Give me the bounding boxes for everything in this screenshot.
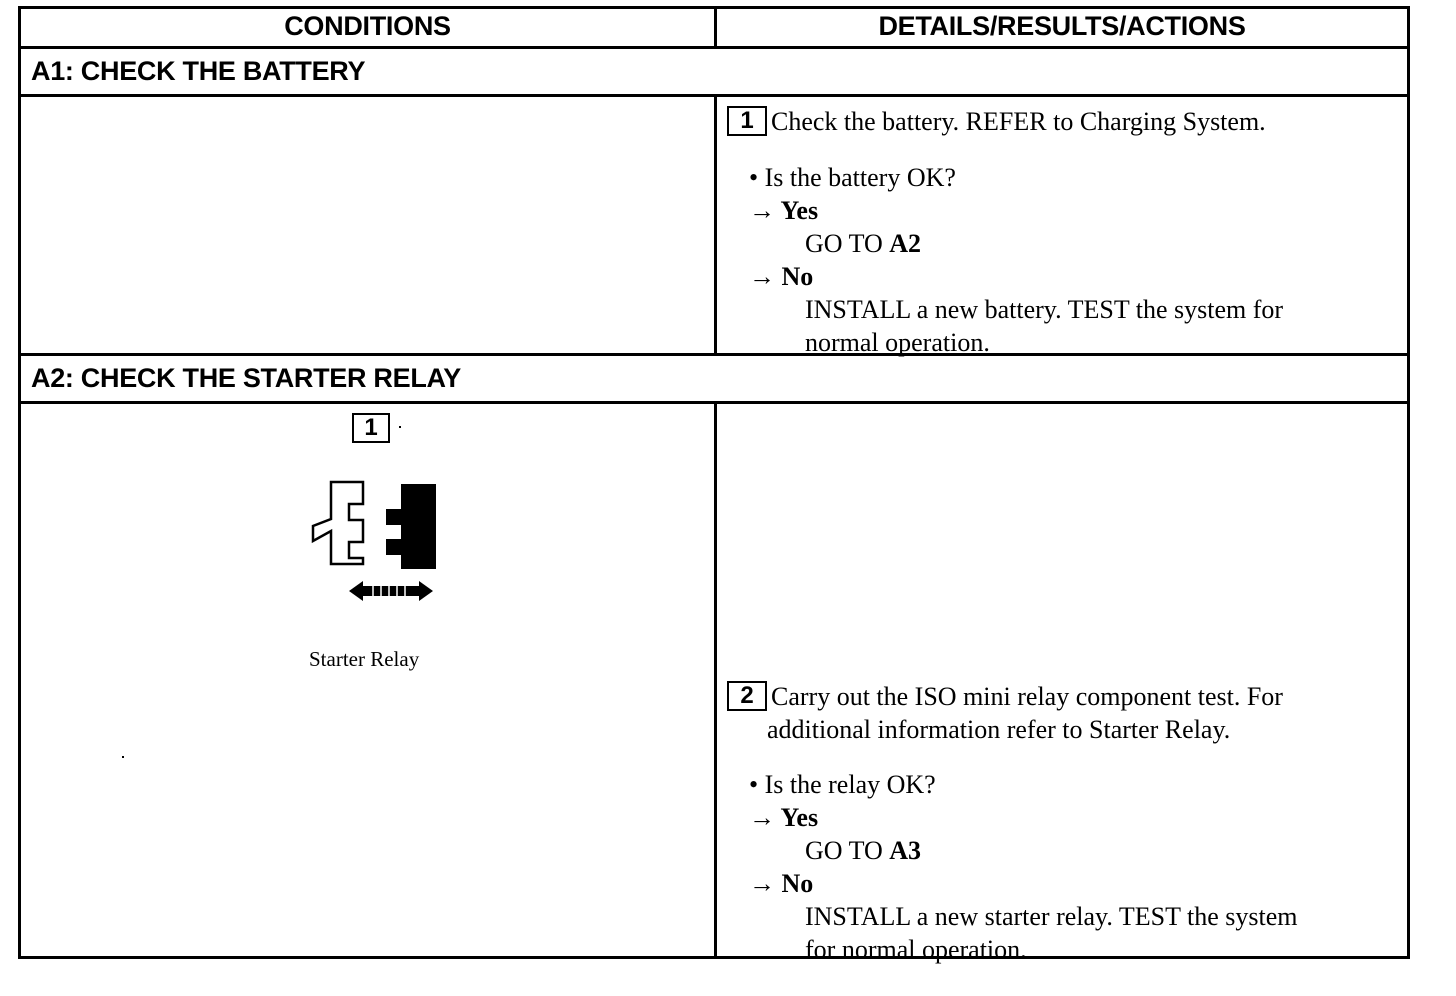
a2-yes-label: → Yes: [749, 803, 819, 832]
relay-body-solid: [386, 484, 436, 569]
figure-dot: [399, 426, 401, 428]
a2-step-text-line1: Carry out the ISO mini relay component test. For: [771, 682, 1283, 711]
a2-step-number: 2: [727, 681, 767, 711]
a1-section-title: A1: CHECK THE BATTERY: [31, 56, 366, 86]
details-header: DETAILS/RESULTS/ACTIONS: [878, 11, 1246, 41]
starter-relay-icon: [301, 479, 441, 604]
relay-connector-outline: [313, 482, 363, 564]
a2-no-action-line1: INSTALL a new starter relay. TEST the system: [805, 902, 1298, 931]
a1-step-line: [727, 105, 1266, 138]
a2-no-label: → No: [749, 869, 814, 898]
diagnostic-table: [18, 6, 1410, 964]
column-divider-a2: [714, 402, 717, 956]
a1-yes-action-prefix: GO TO: [805, 229, 890, 258]
a2-no-action-line2: for normal operation.: [805, 935, 1027, 964]
double-arrow: [349, 581, 433, 601]
a2-yes-action-target: A3: [889, 836, 922, 865]
a2-section-title: A2: CHECK THE STARTER RELAY: [31, 363, 461, 393]
a1-yes-label: → Yes: [749, 196, 819, 225]
a1-yes-action-target: A2: [889, 229, 922, 258]
a2-question: • Is the relay OK?: [749, 770, 936, 799]
a2-figure-number: 1: [352, 413, 390, 443]
a2-step-line: [727, 680, 1283, 713]
a1-yes-action: [805, 227, 921, 260]
conditions-header: CONDITIONS: [284, 11, 451, 41]
a1-step-text: Check the battery. REFER to Charging System.: [771, 107, 1266, 136]
a2-yes-action-prefix: GO TO: [805, 836, 890, 865]
a1-question: • Is the battery OK?: [749, 163, 956, 192]
a2-figure-caption: Starter Relay: [309, 647, 420, 671]
stray-dot: [122, 756, 124, 758]
a1-no-label: → No: [749, 262, 814, 291]
a2-yes-action: [805, 834, 921, 867]
a1-no-action-line1: INSTALL a new battery. TEST the system for: [805, 295, 1284, 324]
a1-no-action-line2: normal operation.: [805, 328, 990, 357]
column-divider-a1: [714, 95, 717, 355]
a2-step-text-line2: additional information refer to Starter Relay.: [767, 715, 1231, 744]
a1-step-number: 1: [727, 106, 767, 136]
